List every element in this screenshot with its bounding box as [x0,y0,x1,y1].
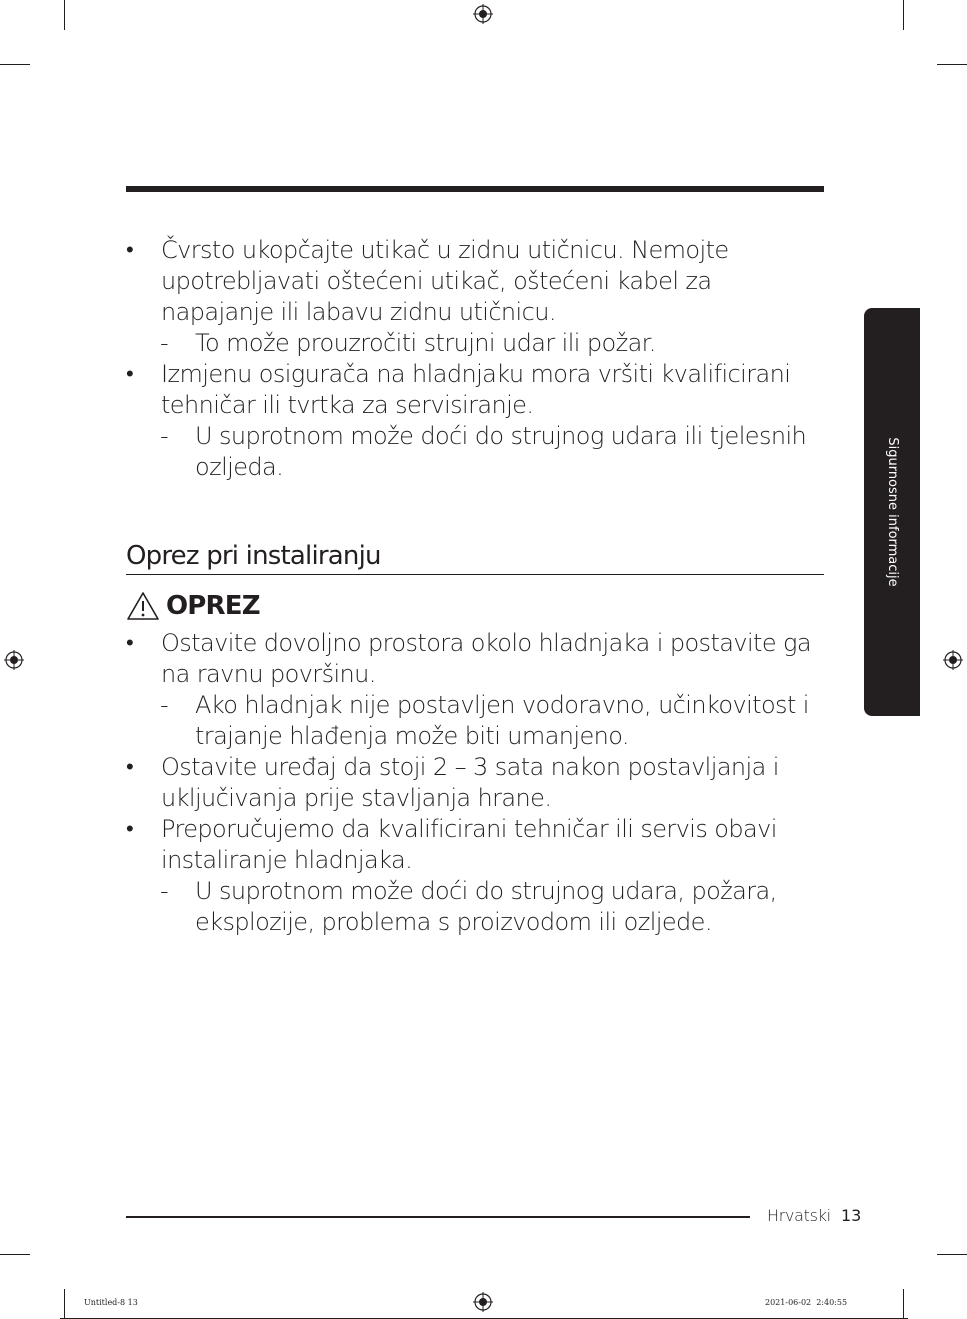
trim-mark [0,64,30,65]
list-subitem: - To može prouzročiti strujni udar ili požar. [126,328,824,359]
trim-mark [903,1289,904,1319]
trim-mark [903,0,904,30]
caution-list [126,628,824,938]
footer-rule [126,1216,750,1218]
registration-mark-icon [943,650,963,670]
print-file-label: Untitled-8 13 [84,1298,138,1307]
page-number: 13 [841,1206,862,1225]
trim-mark [64,1289,65,1319]
list-subitem: - U suprotnom može doći do strujnog udara ili tjelesnih ozljeda. [126,421,824,483]
side-tab-label: Sigurnosne informacije [885,437,900,587]
registration-mark-icon [473,1292,493,1312]
trim-mark [937,1254,967,1255]
warning-list [126,235,824,483]
caution-heading [126,590,260,622]
list-item: • Izmjenu osigurača na hladnjaku mora vršiti kvalificirani tehničar ili tvrtka za servisiranje. [126,359,824,421]
footer-language: Hrvatski [767,1206,831,1225]
list-item: • Preporučujemo da kvalificirani tehničar ili servis obavi instaliranje hladnjaka. [126,814,824,876]
print-timestamp: 2021-06-02 ￼￼ 2:40:55 [765,1298,848,1307]
side-tab [864,308,920,716]
list-item: • Ostavite dovoljno prostora okolo hladnjaka i postavite ga na ravnu površinu. [126,628,824,690]
caution-label: OPREZ [166,591,260,621]
section-title: Oprez pri instaliranju [126,540,824,575]
registration-mark-icon [473,4,493,24]
registration-mark-icon [4,650,24,670]
trim-mark [937,64,967,65]
list-subitem: - Ako hladnjak nije postavljen vodoravno, učinkovitost i trajanje hlađenja može biti umanjeno. [126,690,824,752]
trim-mark [0,1254,30,1255]
trim-mark [64,0,65,30]
top-rule [126,186,824,192]
list-subitem: - U suprotnom može doći do strujnog udara, požara, eksplozije, problema s proizvodom ili ozljede. [126,876,824,938]
list-item: • Ostavite uređaj da stoji 2 – 3 sata nakon postavljanja i uključivanja prije stavljanja hrane. [126,752,824,814]
warning-triangle-icon [126,591,160,621]
list-item: • Čvrsto ukopčajte utikač u zidnu utičnicu. Nemojte upotrebljavati oštećeni utikač, oštećeni kabel za napajanje ili labavu zidnu utičnicu. [126,235,824,328]
